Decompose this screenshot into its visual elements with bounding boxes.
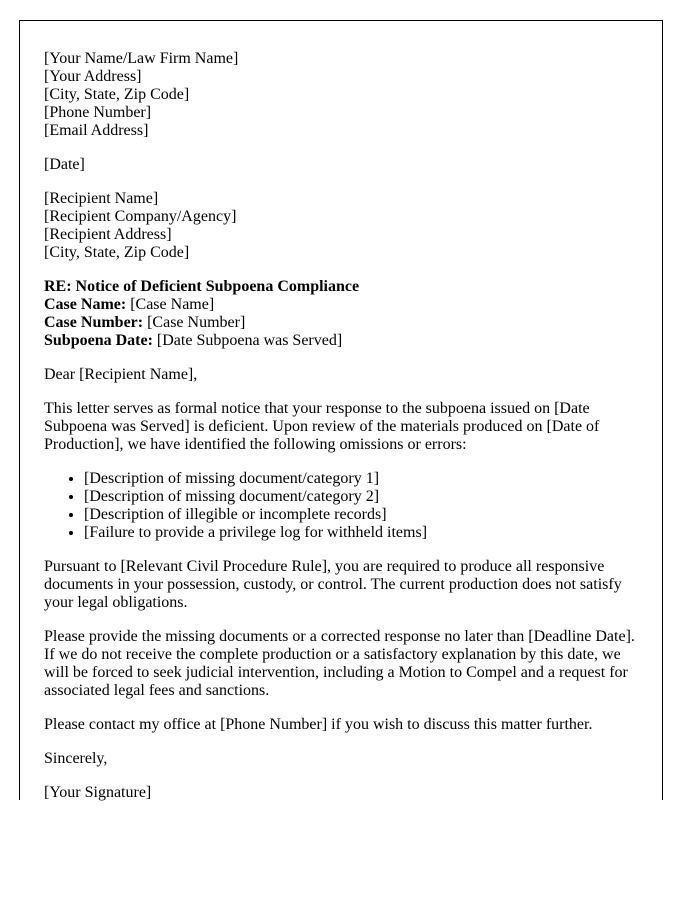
case-name-label: Case Name: xyxy=(44,296,127,313)
signature-line: [Your Signature] xyxy=(44,784,152,801)
sender-phone-line: [Phone Number] xyxy=(44,104,152,121)
case-number-line xyxy=(44,314,637,332)
recipient-block xyxy=(44,190,637,262)
body-paragraph-deadline: Please provide the missing documents or a corrected response no later than [Deadline Date]. If we do not receive the complete production or a satisfactory explanation by this date, we will be forced to seek judicial intervention, including a Motion to Compel and a request for associated legal fees and sanctions. xyxy=(44,628,635,699)
recipient-name-line: [Recipient Name] xyxy=(44,190,159,207)
deficiency-list-item: • [Description of missing document/category 1] xyxy=(84,470,637,488)
closing: Sincerely, xyxy=(44,750,108,767)
case-name-line xyxy=(44,296,637,314)
date-line: [Date] xyxy=(44,156,85,173)
sender-email-line: [Email Address] xyxy=(44,122,149,139)
deficiency-list-item: • [Description of illegible or incomplete records] xyxy=(84,506,637,524)
letter-document xyxy=(19,20,663,800)
salutation: Dear [Recipient Name], xyxy=(44,366,198,383)
sender-address-line: [Your Address] xyxy=(44,68,142,85)
body-paragraph-deficiency-notice: This letter serves as formal notice that your response to the subpoena issued on [Date Subpoena was Served] is deficient. Upon review of the materials produced on [Date of Production], we have identified the following omissions or errors: xyxy=(44,400,600,453)
deficiency-list-item: • [Description of missing document/category 2] xyxy=(84,488,637,506)
recipient-company-line: [Recipient Company/Agency] xyxy=(44,208,237,225)
case-number-value: [Case Number] xyxy=(147,314,246,331)
sender-city-line: [City, State, Zip Code] xyxy=(44,86,190,103)
case-name-value: [Case Name] xyxy=(130,296,215,313)
re-line: RE: Notice of Deficient Subpoena Compliance xyxy=(44,278,360,295)
recipient-address-line: [Recipient Address] xyxy=(44,226,172,243)
body-paragraph-legal-obligation: Pursuant to [Relevant Civil Procedure Rule], you are required to produce all responsive documents in your possession, custody, or control. The current production does not satisfy your legal obligations. xyxy=(44,558,622,611)
body-paragraph-contact: Please contact my office at [Phone Number] if you wish to discuss this matter further. xyxy=(44,716,593,733)
subject-block xyxy=(44,278,637,350)
deficiency-list-item: • [Failure to provide a privilege log for withheld items] xyxy=(84,524,637,542)
sender-name-line: [Your Name/Law Firm Name] xyxy=(44,50,239,67)
sender-block xyxy=(44,50,637,140)
subpoena-date-value: [Date Subpoena was Served] xyxy=(156,332,343,349)
case-number-label: Case Number: xyxy=(44,314,144,331)
subpoena-date-line xyxy=(44,332,637,350)
recipient-city-line: [City, State, Zip Code] xyxy=(44,244,190,261)
deficiency-list xyxy=(44,470,637,542)
subpoena-date-label: Subpoena Date: xyxy=(44,332,153,349)
